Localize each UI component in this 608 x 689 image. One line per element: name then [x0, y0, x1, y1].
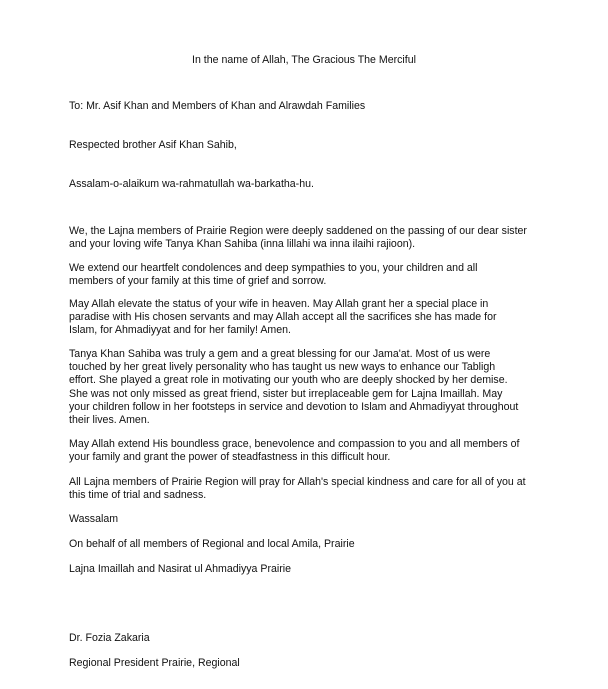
paragraph-line: We, the Lajna members of Prairie Region were deeply saddened on the passing of our dear sister [69, 225, 527, 237]
paragraph-line: effort. She played a great role in motivating our youth who are deeply shocked by her demise. [69, 374, 508, 387]
paragraph-line: Islam, for Ahmadiyyat and for her family! Amen. [69, 324, 291, 337]
paragraph-line: members of your family at this time of grief and sorrow. [69, 275, 327, 288]
paragraph-line: May Allah extend His boundless grace, benevolence and compassion to you and all members of [69, 438, 520, 450]
paragraph-2 [69, 262, 544, 288]
organization-line: Lajna Imaillah and Nasirat ul Ahmadiyya Prairie [69, 563, 291, 575]
signatory-title: Regional President Prairie, Regional [69, 657, 240, 669]
paragraph-6 [69, 476, 544, 502]
paragraph-3 [69, 298, 544, 338]
greeting: Assalam-o-alaikum wa-rahmatullah wa-barkatha-hu. [69, 178, 314, 190]
paragraph-5 [69, 438, 544, 464]
salutation: Respected brother Asif Khan Sahib, [69, 139, 237, 151]
behalf-line: On behalf of all members of Regional and local Amila, Prairie [69, 538, 355, 550]
paragraph-line: May Allah elevate the status of your wife in heaven. May Allah grant her a special place in [69, 298, 489, 310]
paragraph-line: She was not only missed as great friend, sister but irreplaceable gem for Lajna Imaillah. May [69, 387, 503, 400]
paragraph-line: All Lajna members of Prairie Region will pray for Allah's special kindness and care for all of you at [69, 476, 526, 488]
paragraph-line: their lives. Amen. [69, 414, 150, 427]
paragraph-line: your children follow in her footsteps in service and devotion to Islam and Ahmadiyyat throughout [69, 400, 519, 413]
paragraph-line: paradise with His chosen servants and may Allah accept all the sacrifices she has made for [69, 311, 497, 324]
paragraph-line: We extend our heartfelt condolences and deep sympathies to you, your children and all [69, 262, 478, 274]
paragraph-4 [69, 348, 544, 427]
paragraph-line: and your loving wife Tanya Khan Sahiba (inna lillahi wa inna ilaihi rajioon). [69, 238, 416, 251]
recipient-line: To: Mr. Asif Khan and Members of Khan and Alrawdah Families [69, 100, 366, 112]
paragraph-line: this time of trial and sadness. [69, 489, 207, 502]
letter-heading: In the name of Allah, The Gracious The Merciful [192, 54, 416, 66]
paragraph-1 [69, 225, 544, 251]
closing: Wassalam [69, 513, 119, 525]
paragraph-line: your family and grant the power of steadfastness in this difficult hour. [69, 451, 391, 464]
signatory-name: Dr. Fozia Zakaria [69, 632, 150, 644]
paragraph-line: touched by her great lively personality who has taught us new ways to enhance our Tabligh [69, 361, 496, 374]
paragraph-line: Tanya Khan Sahiba was truly a gem and a great blessing for our Jama'at. Most of us were [69, 348, 491, 360]
